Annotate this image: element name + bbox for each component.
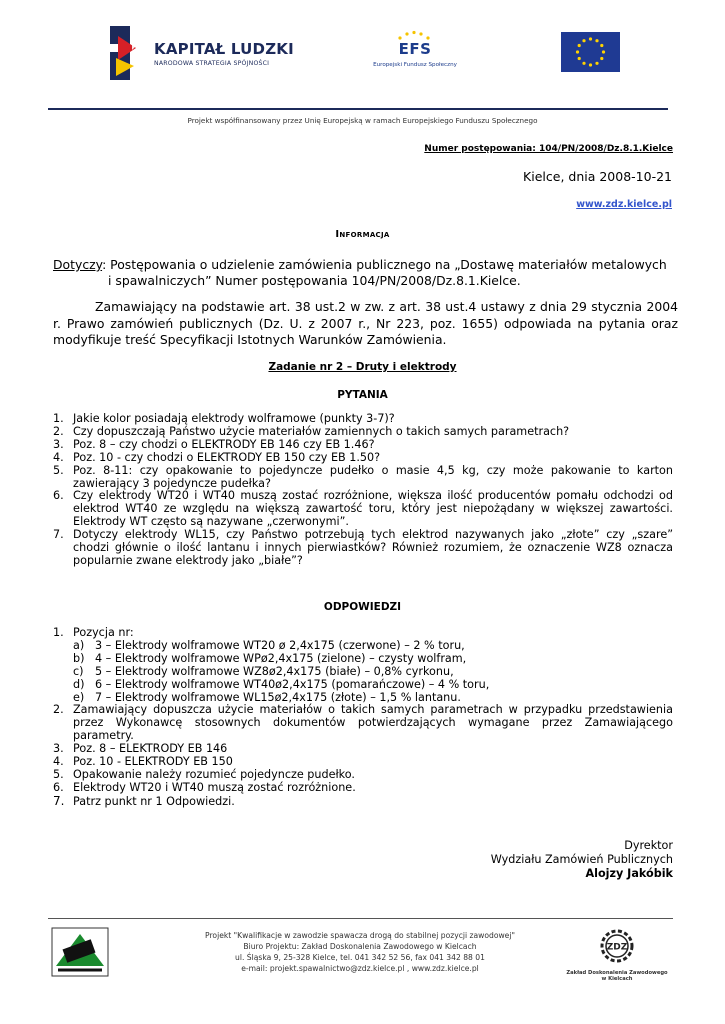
footer-divider — [48, 918, 673, 919]
document-title: Informacja — [335, 229, 390, 240]
answer-sub-letter: e) — [73, 690, 85, 704]
answer-sub-text: 4 – Elektrody wolframowe WPø2,4x175 (zielone) – czysty wolfram, — [95, 651, 467, 665]
question-text: Poz. 8 – czy chodzi o ELEKTRODY EB 146 czy EB 1.46? — [73, 437, 375, 451]
project-logo — [50, 926, 110, 988]
question-text: Poz. 10 - czy chodzi o ELEKTRODY EB 150 czy EB 1.50? — [73, 450, 381, 464]
task-title: Zadanie nr 2 – Druty i elektrody — [268, 361, 457, 373]
signature-block — [491, 839, 673, 881]
answer-number: 6. — [53, 780, 64, 794]
kapital-ludzki-logo — [96, 22, 316, 84]
question-text: Poz. 8-11: czy opakowanie to pojedyncze pudełko o masie 4,5 kg, czy może pakowanie to karton zawierający 3 pojedyncze pudełka? — [73, 463, 673, 490]
project-funding-note: Projekt współfinansowany przez Unię Europejską w ramach Europejskiego Funduszu Społecznego — [187, 116, 538, 125]
question-number: 7. — [53, 528, 64, 542]
footer-office: Biuro Projektu: Zakład Doskonalenia Zawodowego w Kielcach — [243, 942, 477, 951]
answer-number: 1. — [53, 626, 64, 639]
intro-paragraph: Zamawiający na podstawie art. 38 ust.2 w zw. z art. 38 ust.4 ustawy z dnia 29 stycznia 2004 r. Prawo zamówień publicznych (Dz. U. z 2007 r., Nr 223, poz. 1655) odpowiada na pytania oraz modyfikuje treść Specyfikacji Istotnych Warunków Zamówienia. — [53, 299, 678, 347]
questions-heading: PYTANIA — [337, 389, 388, 401]
answer-number: 3. — [53, 742, 64, 756]
answers-list — [53, 627, 673, 809]
question-item — [53, 529, 673, 568]
footer-email: e-mail: projekt.spawalnictwo@zdz.kielce.pl , www.zdz.kielce.pl — [241, 964, 479, 973]
signature-role: Dyrektor — [624, 839, 673, 852]
answer-sub-letter: d) — [73, 677, 85, 691]
concerns-text: : Postępowania o udzielenie zamówienia publicznego na „Dostawę materiałów metalowych — [102, 257, 667, 272]
efs-title: EFS — [398, 40, 432, 58]
signature-department: Wydziału Zamówień Publicznych — [490, 853, 673, 866]
signature-name: Alojzy Jakóbik — [585, 867, 673, 880]
question-number: 2. — [53, 424, 64, 438]
zdz-gear-icon — [599, 928, 635, 964]
answer-item — [53, 704, 673, 743]
question-number: 6. — [53, 489, 64, 503]
question-text: Jakie kolor posiadają elektrody wolframowe (punkty 3-7)? — [73, 412, 395, 425]
answer-sub-text: 7 – Elektrody wolframowe WL15ø2,4x175 (złote) – 1,5 % lantanu. — [95, 690, 461, 704]
question-number: 1. — [53, 412, 64, 425]
zdz-logo-text: ZDZ — [606, 942, 628, 953]
answer-sub-text: 6 – Elektrody wolframowe WT40ø2,4x175 (pomarańczowe) – 4 % toru, — [95, 677, 490, 691]
efs-stars-icon — [394, 30, 434, 42]
answer-sub-text: 5 – Elektrody wolframowe WZ8ø2,4x175 (białe) – 0,8% cyrkonu, — [95, 664, 454, 678]
question-text: Czy elektrody WT20 i WT40 muszą zostać rozróżnione, większa ilość producentów pomału odchodzi od elektrod WT40 ze względu na większą zawartość toru, który jest niepożądany w większej zawartości. Elektrody WT często są nazywane „czerwonymi”. — [73, 489, 673, 529]
answer-text: Opakowanie należy rozumieć pojedyncze pudełko. — [73, 767, 355, 781]
kapital-ludzki-emblem-icon — [96, 22, 152, 84]
eu-flag-icon — [561, 32, 620, 72]
question-text: Czy dopuszczają Państwo użycie materiałów zamiennych o takich samych parametrach? — [73, 424, 570, 438]
answer-text: Zamawiający dopuszcza użycie materiałów o takich samych parametrach w przypadku przedstawienia przez Wykonawcę stosownych dokumentów potwierdzających wymagane przez Zamawiającego parametry. — [73, 703, 673, 743]
question-text: Dotyczy elektrody WL15, czy Państwo potrzebują tych elektrod nazywanych jako „złote” czy „szare” chodzi głównie o ilość lantanu i innych pierwiastków? Również rozumiem, że oznaczenie WZ8 oznacza popularnie zwane elektrody jako „białe”? — [73, 528, 673, 567]
answer-number: 2. — [53, 703, 64, 717]
answer-item — [53, 782, 673, 795]
zdz-caption — [562, 970, 672, 982]
answer-text: Elektrody WT20 i WT40 muszą zostać rozróżnione. — [73, 780, 356, 794]
question-number: 5. — [53, 463, 64, 477]
answer-text: Patrz punkt nr 1 Odpowiedzi. — [73, 794, 235, 808]
website-link[interactable]: www.zdz.kielce.pl — [576, 199, 672, 210]
place-date: Kielce, dnia 2008-10-21 — [523, 169, 672, 184]
kapital-ludzki-subtitle: NARODOWA STRATEGIA SPÓJNOŚCI — [154, 60, 270, 67]
eu-flag-logo — [561, 32, 620, 72]
answer-sub-letter: a) — [73, 638, 85, 652]
kapital-ludzki-title: KAPITAŁ LUDZKI — [154, 40, 294, 58]
answer-sub-letter: c) — [73, 664, 84, 678]
efs-subtitle: Europejski Fundusz Społeczny — [373, 62, 457, 68]
answer-sub-text: 3 – Elektrody wolframowe WT20 ø 2,4x175 (czerwone) – 2 % toru, — [95, 638, 465, 652]
answer-text: Poz. 10 - ELEKTRODY EB 150 — [73, 755, 233, 769]
header-divider — [48, 108, 668, 110]
case-number: Numer postępowania: 104/PN/2008/Dz.8.1.Kielce — [424, 144, 673, 154]
question-item — [53, 490, 673, 529]
answer-item — [53, 795, 673, 809]
footer-project-name: Projekt "Kwalifikacje w zawodzie spawacza drogą do stabilnej pozycji zawodowej" — [205, 931, 515, 940]
zdz-caption-line2: w Kielcach — [601, 976, 633, 982]
footer-address: ul. Śląska 9, 25-328 Kielce, tel. 041 342 52 56, fax 041 342 88 01 — [235, 953, 485, 962]
answer-sub-letter: b) — [73, 651, 85, 665]
concerns-paragraph — [53, 257, 678, 288]
question-number: 4. — [53, 450, 64, 464]
answer-number: 4. — [53, 755, 64, 769]
questions-list — [53, 413, 673, 568]
answer-number: 5. — [53, 767, 64, 781]
zdz-caption-line1: Zakład Doskonalenia Zawodowego — [566, 970, 668, 976]
efs-logo — [360, 30, 470, 80]
answer-text: Poz. 8 – ELEKTRODY EB 146 — [73, 742, 228, 756]
answers-heading: ODPOWIEDZI — [323, 601, 402, 613]
concerns-label: Dotyczy — [53, 257, 103, 272]
footer-contact — [120, 930, 600, 974]
answer-text: Pozycja nr: — [73, 626, 134, 639]
question-number: 3. — [53, 437, 64, 451]
concerns-continuation: i spawalniczych” Numer postępowania 104/PN/2008/Dz.8.1.Kielce. — [108, 272, 521, 288]
welding-project-icon — [50, 926, 110, 978]
question-item — [53, 465, 673, 491]
zdz-logo — [562, 928, 672, 988]
answer-number: 7. — [53, 793, 65, 808]
